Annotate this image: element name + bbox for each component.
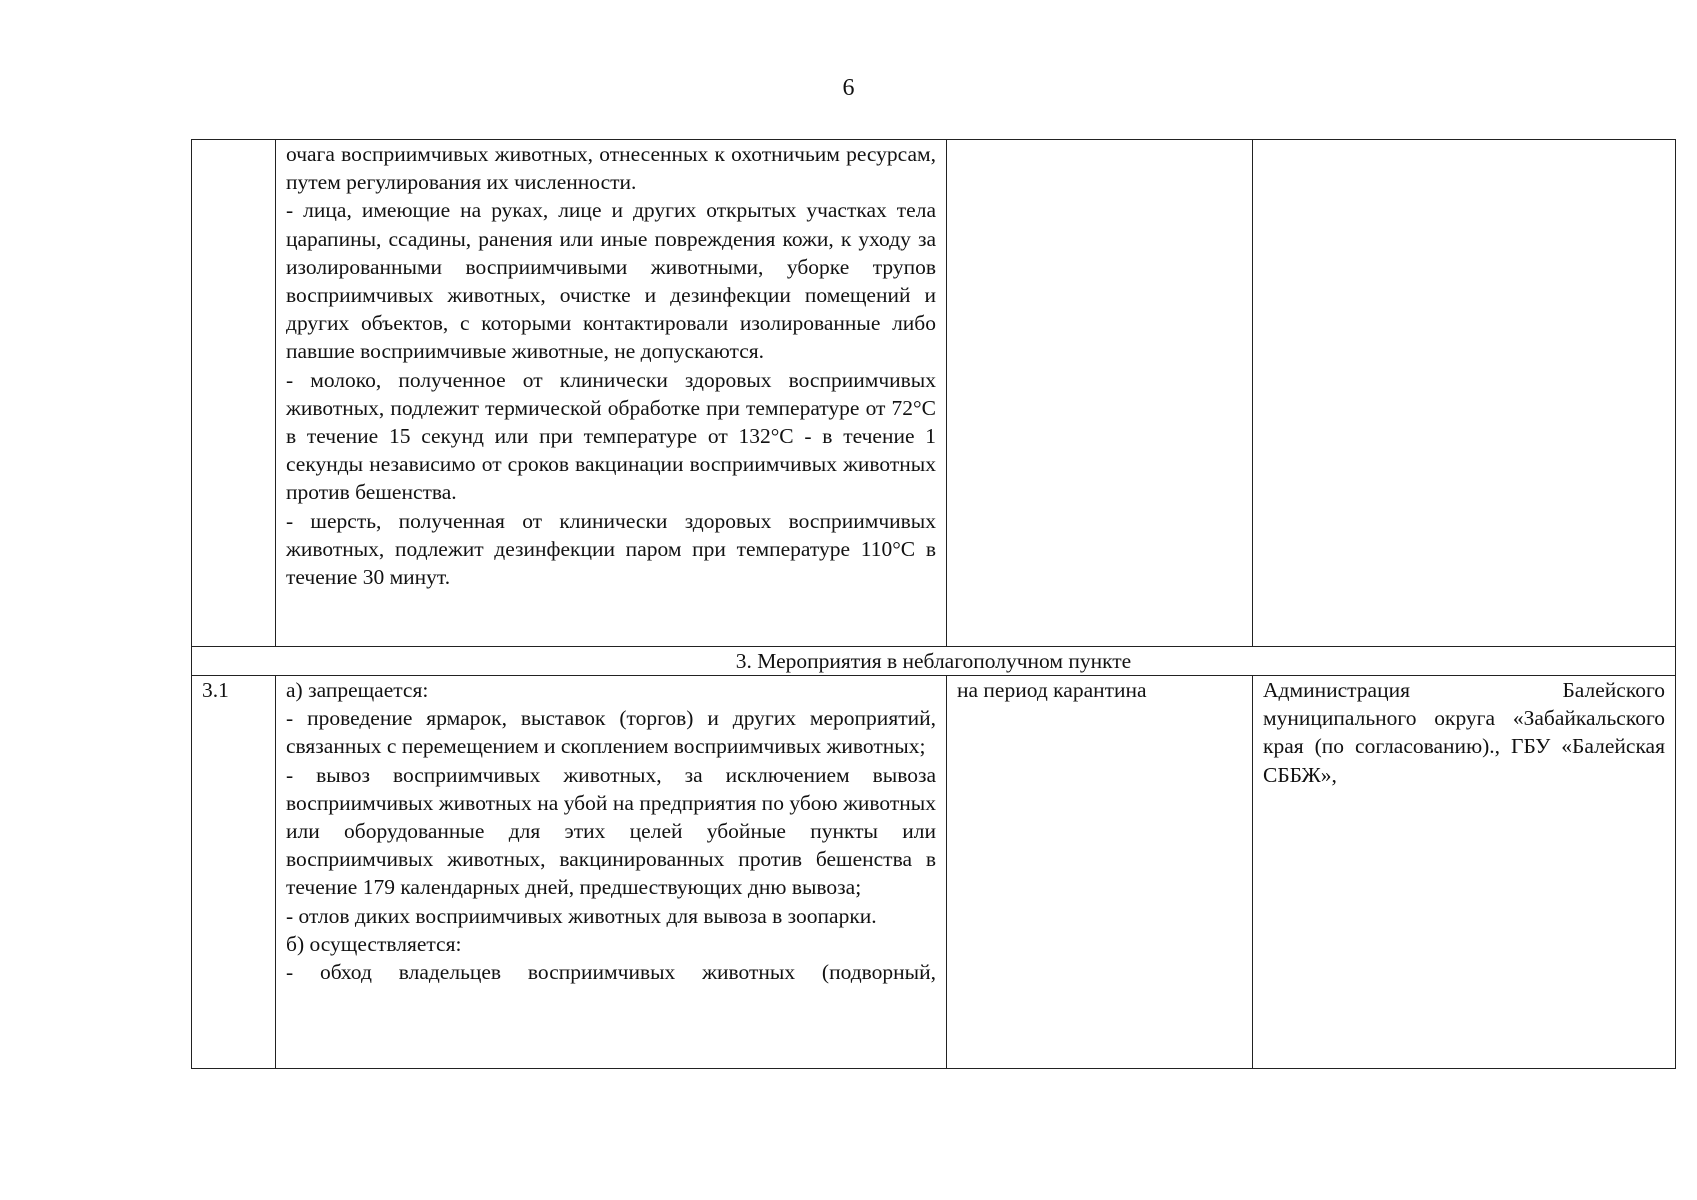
table-row-3-1: [192, 676, 1676, 1069]
item-number-cell: [192, 140, 276, 647]
measure-paragraph: очага восприимчивых животных, отнесенных к охотничьим ресурсам, путем регулирования их численности.: [286, 142, 936, 195]
measure-paragraph: - вывоз восприимчивых животных, за исключением вывоза восприимчивых животных на убой на предприятия по убою животных или оборудованные для этих целей убойные пункты или восприимчивых животных, вакцинированных против бешенства в течение 179 календарных дней, предшествующих дню вывоза;: [286, 762, 936, 900]
measure-paragraph: - обход владельцев восприимчивых животных (подворный,: [286, 960, 936, 985]
item-number-cell: 3.1: [192, 676, 276, 1069]
responsible-cell: [1253, 140, 1676, 647]
measure-text-cell: [276, 140, 947, 647]
period-cell: [947, 140, 1253, 647]
measure-paragraph: - проведение ярмарок, выставок (торгов) и других мероприятий, связанных с перемещением и скоплением восприимчивых животных;: [286, 706, 936, 759]
responsible-text: Администрация Балейского муниципального округа «Забайкальского края (по согласованию)., ГБУ «Балейская СББЖ»,: [1263, 678, 1665, 787]
measure-text-cell: [276, 676, 947, 1069]
page-number: 6: [842, 75, 855, 101]
responsible-cell: [1253, 676, 1676, 1069]
table-row-section-header: [192, 647, 1676, 676]
measure-paragraph: - шерсть, полученная от клинически здоровых восприимчивых животных, подлежит дезинфекции паром при температуре 110°С в течение 30 минут.: [286, 508, 936, 590]
table-row-continuation: [192, 140, 1676, 647]
period-cell: на период карантина: [947, 676, 1253, 1069]
measure-paragraph: б) осуществляется:: [286, 931, 462, 956]
measure-paragraph: - отлов диких восприимчивых животных для вывоза в зоопарки.: [286, 903, 877, 928]
measures-table: [191, 139, 1676, 1069]
measure-paragraph: - лица, имеющие на руках, лице и других открытых участках тела царапины, ссадины, ранения или иные повреждения кожи, к уходу за изолированными восприимчивыми животными, уборке трупов восприимчивых животных, очистке и дезинфекции помещений и других объектов, с которыми контактировали изолированные либо павшие восприимчивые животные, не допускаются.: [286, 198, 936, 364]
measure-paragraph: а) запрещается:: [286, 678, 429, 702]
section-title: 3. Мероприятия в неблагополучном пункте: [192, 647, 1676, 676]
measure-paragraph: - молоко, полученное от клинически здоровых восприимчивых животных, подлежит термической обработке при температуре от 72°С в течение 15 секунд или при температуре от 132°С - в течение 1 секунды независимо от сроков вакцинации восприимчивых животных против бешенства.: [286, 367, 936, 505]
